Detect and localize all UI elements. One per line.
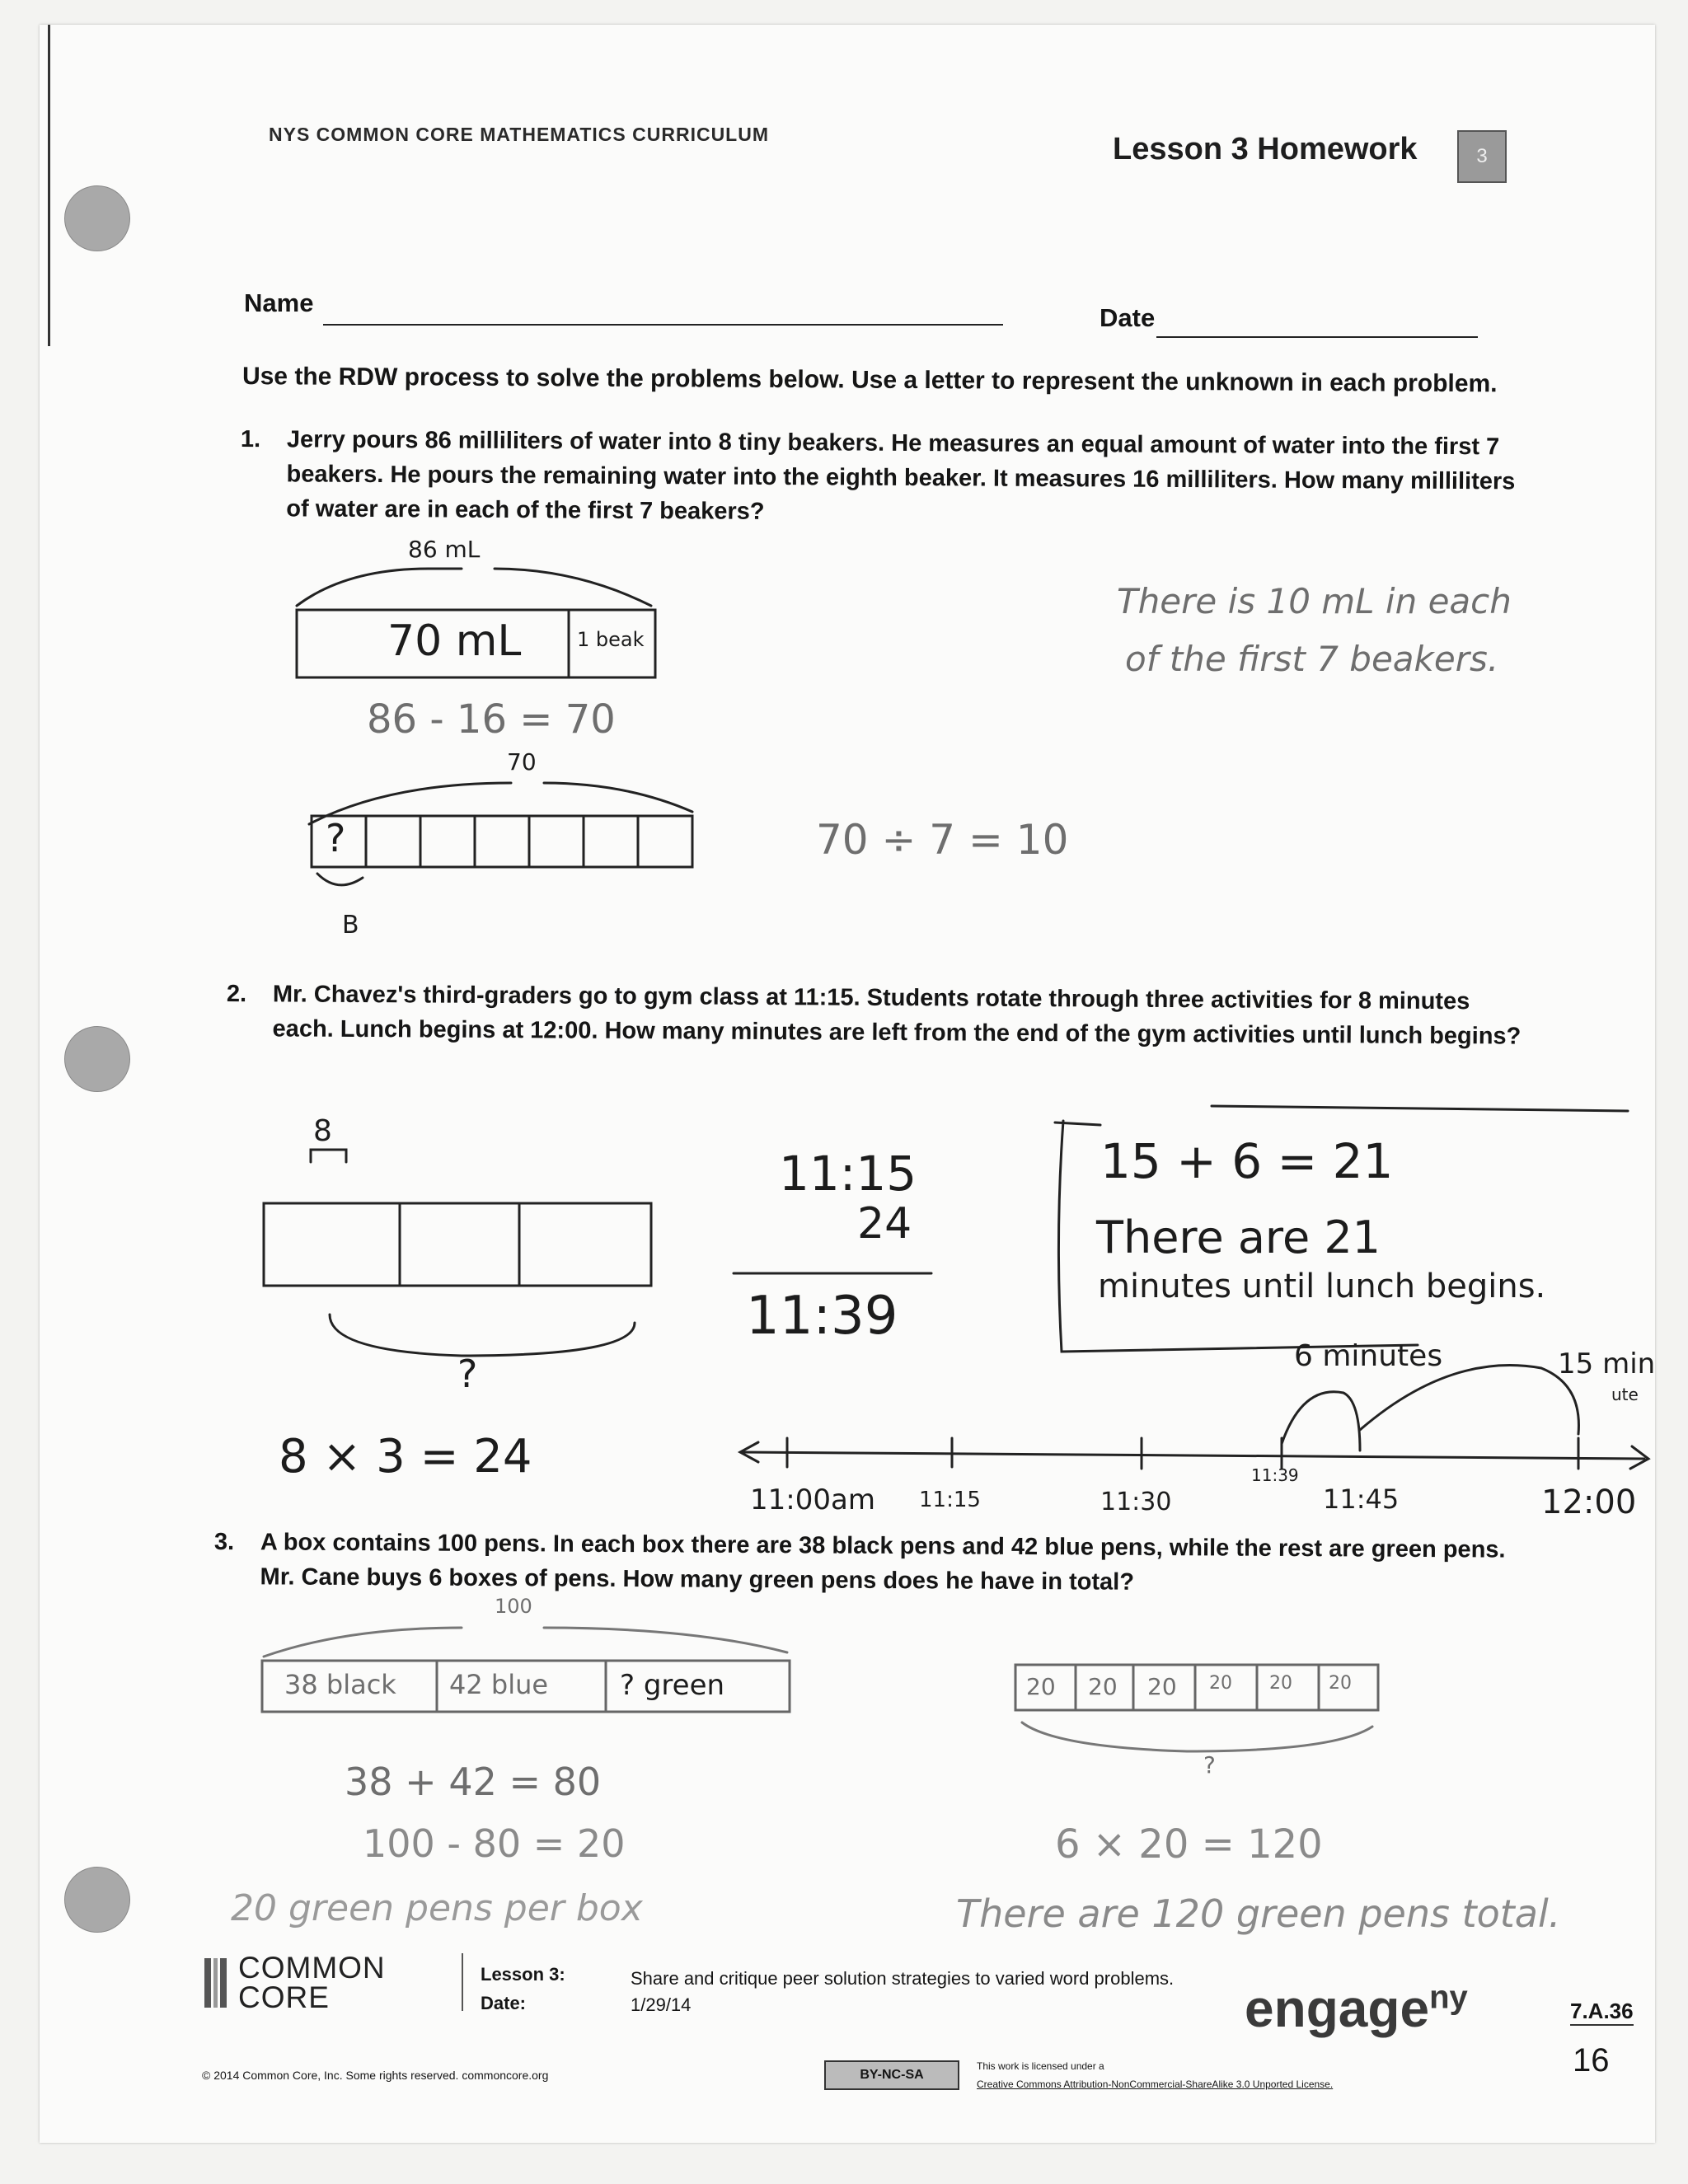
curriculum-title: NYS COMMON CORE MATHEMATICS CURRICULUM [269,124,770,145]
hw-jump1: 6 minutes [1294,1339,1443,1373]
license-link[interactable]: Creative Commons Attribution-NonCommercial-ShareAlike 3.0 Unported License. [977,2079,1334,2090]
hw-add-top: 11:15 [779,1146,917,1202]
lesson-title: Lesson 3 Homework [1113,132,1418,166]
problem-number: 2. [226,980,247,1008]
hw-note1: 20 green pens per box [231,1887,643,1929]
hw-brace-label: 86 mL [408,536,481,563]
logo-bars-icon [204,1958,227,2008]
footer-lesson-label: Lesson 3: [481,1964,565,1985]
hw-add-result: 11:39 [746,1286,898,1347]
hw-tick-label: 11:45 [1323,1483,1400,1515]
hw-seg2: 42 blue [449,1669,549,1700]
hw-question: ? [457,1352,478,1396]
hw-bar-right: 1 beak [577,628,645,651]
hw-unit-label: 8 [313,1114,332,1148]
name-label: Name [244,288,314,317]
engage-text: engage [1245,1979,1430,2038]
problem-number: 1. [240,425,261,453]
hw-box-line2: minutes until lunch begins. [1098,1268,1546,1305]
hw-bar2-question: ? [1203,1751,1216,1779]
binder-hole-middle [64,1026,130,1092]
hw-brace-label: 100 [495,1595,532,1618]
hw-seg1: 38 black [284,1669,396,1700]
engage-logo [1245,1978,1468,2039]
hw-unit: 20 [1269,1673,1292,1694]
hw-box-line1: There are 21 [1096,1212,1381,1263]
brand-line2: CORE [238,1980,330,2014]
hw-unit: 20 [1026,1673,1056,1700]
name-field[interactable] [323,324,1003,326]
hw-tick-label: 11:00am [750,1483,875,1516]
hw-eq3: 6 × 20 = 120 [1055,1821,1323,1868]
hw-tick-label: 12:00 [1541,1483,1637,1521]
hw-unit: 20 [1147,1673,1177,1700]
hw-eq-mult: 8 × 3 = 24 [279,1430,532,1483]
hw-tick-label: 11:30 [1100,1488,1172,1516]
hw-add-bottom: 24 [857,1199,912,1249]
hw-answer: There are 120 green pens total. [956,1891,1561,1936]
page-code: 7.A.36 [1570,1999,1634,2026]
hw-unknown: ? [326,816,346,860]
problem-text: A box contains 100 pens. In each box there are 38 black pens and 42 blue pens, while the rest are green pens. Mr. Cane buys 6 boxes of pens. How many green pens does he have in total? [260,1529,1506,1596]
hw-answer-line2: of the first 7 beakers. [1125,639,1499,679]
footer-date-label: Date: [481,1993,527,2013]
binder-hole-bottom [64,1867,130,1933]
lesson-badge: 3 [1457,130,1507,183]
hw-brace2-label: 70 [507,748,537,776]
hw-jump2b: ute [1611,1385,1639,1404]
problem-text: Mr. Chavez's third-graders go to gym class at 11:15. Students rotate through three activities for 8 minutes each. Lunch begins at 12:00. How many minutes are left from the end of the gym activities until lunch begins? [272,981,1522,1050]
copyright: © 2014 Common Core, Inc. Some rights reserved. commoncore.org [202,2069,549,2082]
hw-answer-line1: There is 10 mL in each [1117,581,1512,621]
hw-bar-left: 70 mL [387,616,522,666]
hw-seg3: ? green [620,1669,725,1702]
hw-tick-small: 11:39 [1251,1465,1299,1485]
footer-date-value: 1/29/14 [631,1994,692,2015]
brand-line1: COMMON [238,1951,386,1985]
date-label: Date [1100,303,1156,332]
common-core-logo [204,1953,386,2013]
cc-license-badge[interactable]: BY-NC-SA [824,2060,959,2090]
hw-tick-label: 11:15 [919,1488,981,1512]
hw-eq2: 100 - 80 = 20 [363,1821,626,1866]
hw-eq2: 70 ÷ 7 = 10 [816,816,1069,864]
worksheet-page [40,25,1655,2143]
hw-unit: 20 [1088,1673,1118,1700]
problem-text: Jerry pours 86 milliliters of water into 8 tiny beakers. He measures an equal amount of water into the first 7 beakers. He pours the remaining water into the eighth beaker. It measures 16 milliliters. How many milliliters of water are in each of the first 7 beakers? [286,426,1516,525]
hw-eq1: 38 + 42 = 80 [345,1760,602,1804]
date-field[interactable] [1156,336,1478,338]
hw-letter: B [342,911,359,940]
margin-line [48,25,50,346]
license-line1: This work is licensed under a [977,2060,1104,2072]
page-number: 16 [1573,2042,1610,2079]
footer-divider [462,1953,463,2011]
footer-lesson-desc: Share and critique peer solution strategies to varied word problems. [631,1968,1175,1989]
binder-hole-top [64,185,130,251]
engage-sup: ny [1429,1979,1468,2016]
hw-unit: 20 [1329,1673,1352,1694]
instructions: Use the RDW process to solve the problems below. Use a letter to represent the unknown in each problem. [241,363,1498,398]
hw-unit: 20 [1209,1673,1232,1694]
problem-number: 3. [213,1528,235,1556]
hw-eq1: 86 - 16 = 70 [367,696,616,743]
hw-box-eq: 15 + 6 = 21 [1100,1133,1394,1189]
hw-jump2: 15 min [1558,1347,1656,1380]
